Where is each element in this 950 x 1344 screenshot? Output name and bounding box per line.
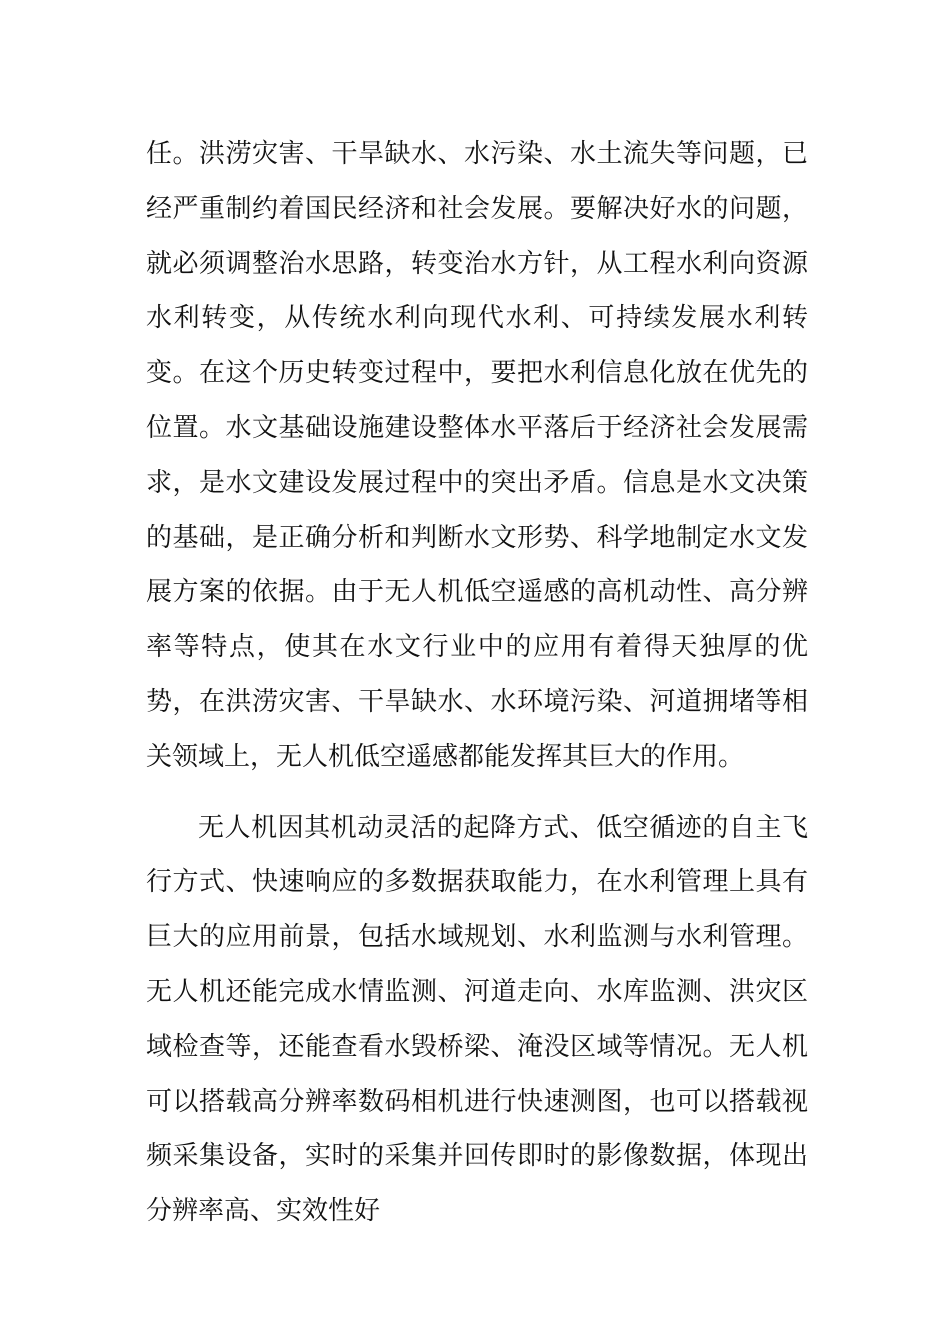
paragraph-continued: 任。洪涝灾害、干旱缺水、水污染、水土流失等问题，已经严重制约着国民经济和社会发展。要解决好水的问题，就必须调整治水思路，转变治水方针，从工程水利向资源水利转变，从传统水利向现代水利、可持续发展水利转变。在这个历史转变过程中，要把水利信息化放在优先的位置。水文基础设施建设整体水平落后于经济社会发展需求，是水文建设发展过程中的突出矛盾。信息是水文决策的基础，是正确分析和判断水文形势、科学地制定水文发展方案的依据。由于无人机低空遥感的高机动性、高分辨率等特点，使其在水文行业中的应用有着得天独厚的优势，在洪涝灾害、干旱缺水、水环境污染、河道拥堵等相关领域上，无人机低空遥感都能发挥其巨大的作用。 — [146, 139, 808, 772]
paragraph-drone-applications: 无人机因其机动灵活的起降方式、低空循迹的自主飞行方式、快速响应的多数据获取能力，在水利管理上具有巨大的应用前景，包括水域规划、水利监测与水利管理。无人机还能完成水情监测、河道走向、水库监测、洪灾区域检查等，还能查看水毁桥梁、淹没区域等情况。无人机可以搭载高分辨率数码相机进行快速测图，也可以搭载视频采集设备，实时的采集并回传即时的影像数据，体现出分辨率高、实效性好 — [146, 812, 808, 1227]
document-page — [146, 127, 808, 1239]
